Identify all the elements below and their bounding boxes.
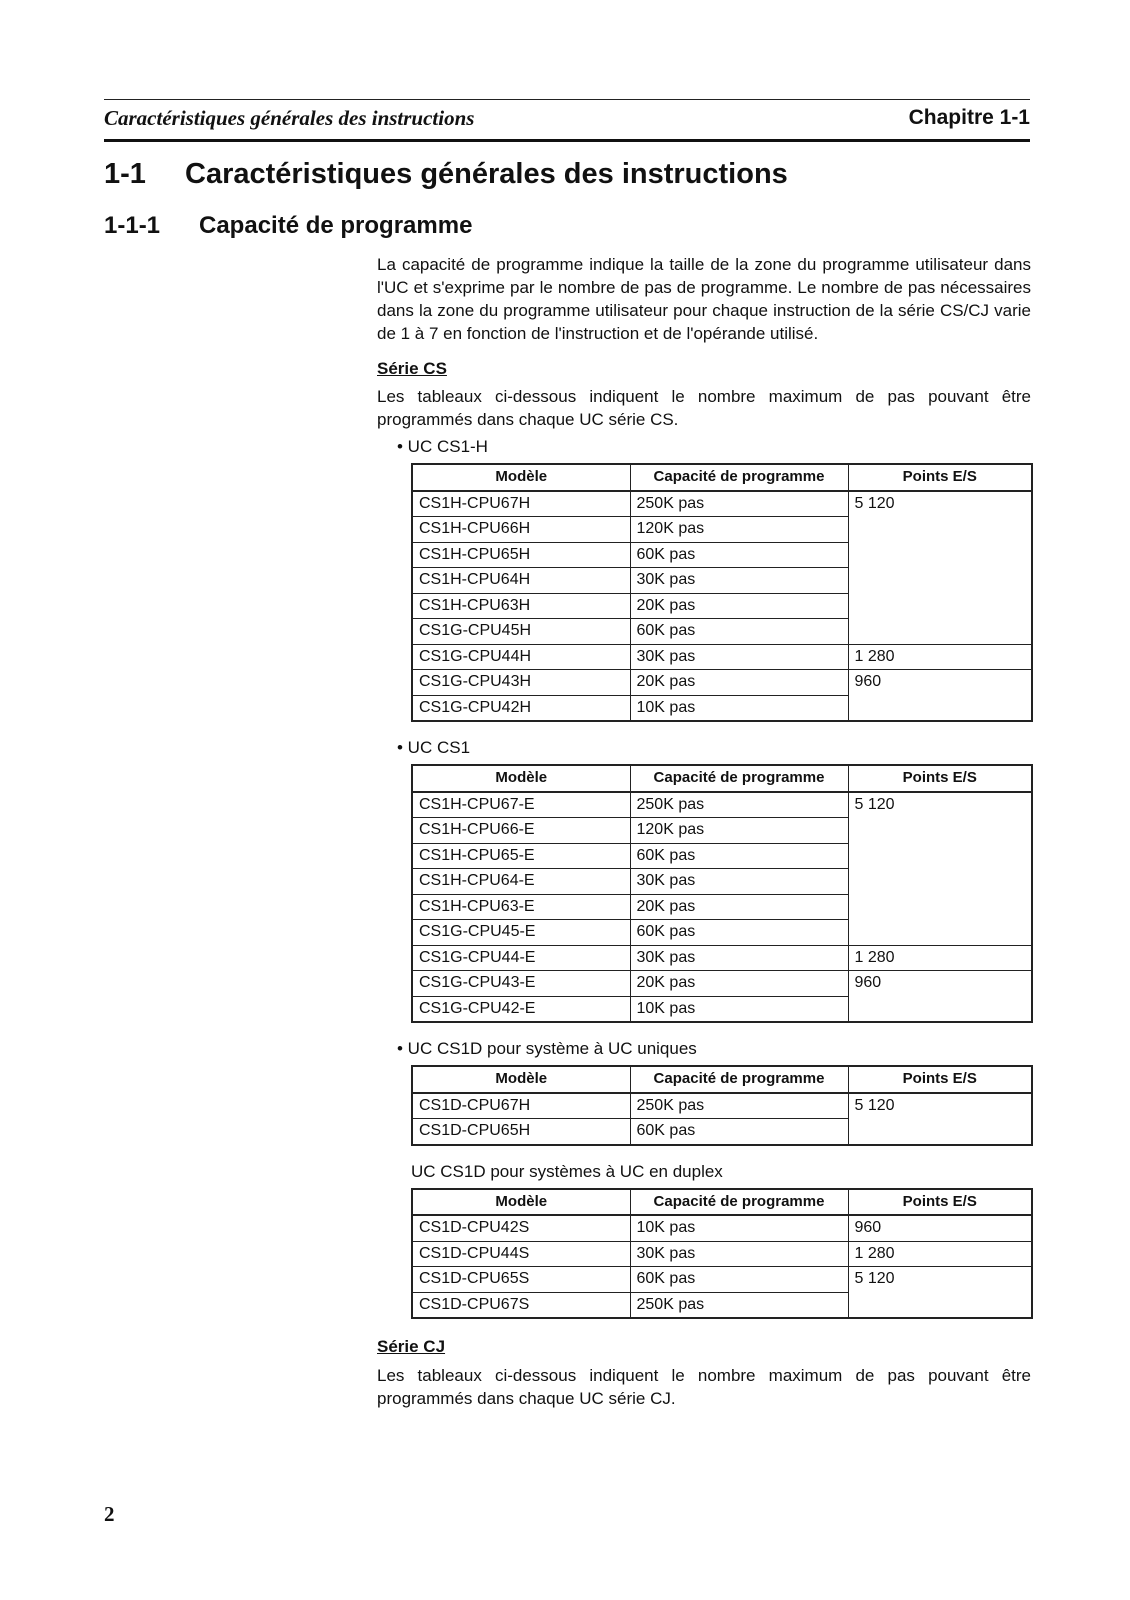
model-cell: CS1D-CPU65S — [412, 1267, 630, 1293]
table-row — [412, 644, 1032, 670]
model-cell: CS1H-CPU63-E — [412, 894, 630, 920]
io-points-cell: 1 280 — [848, 644, 1032, 670]
capacity-cell: 60K pas — [630, 542, 848, 568]
capacity-cell: 250K pas — [630, 1093, 848, 1119]
cpu-table-block — [377, 1037, 1031, 1146]
table-header-cell: Modèle — [412, 765, 630, 792]
table-header-cell: Points E/S — [848, 1189, 1032, 1216]
capacity-cell: 30K pas — [630, 568, 848, 594]
capacity-cell: 120K pas — [630, 517, 848, 543]
cpu-table-block — [377, 736, 1031, 1023]
table-row — [412, 1267, 1032, 1293]
section-heading — [104, 158, 788, 191]
capacity-cell: 60K pas — [630, 1267, 848, 1293]
table-header-cell: Capacité de programme — [630, 765, 848, 792]
capacity-cell: 30K pas — [630, 869, 848, 895]
table-header-cell: Points E/S — [848, 765, 1032, 792]
io-points-cell: 1 280 — [848, 1241, 1032, 1267]
table-row — [412, 670, 1032, 696]
capacity-cell: 60K pas — [630, 920, 848, 946]
table-header-cell: Capacité de programme — [630, 1066, 848, 1093]
io-points-cell: 960 — [848, 1215, 1032, 1241]
capacity-cell: 20K pas — [630, 894, 848, 920]
running-header — [104, 99, 1030, 142]
serie-cj-heading: Série CJ — [377, 1337, 446, 1356]
serie-cs-text: Les tableaux ci-dessous indiquent le nombre maximum de pas pouvant être programmés dans chaque UC série CS. — [377, 387, 1031, 429]
table-row — [412, 1093, 1032, 1119]
header-chapter: Chapitre 1-1 — [908, 106, 1030, 129]
table-row — [412, 1241, 1032, 1267]
table-header-cell: Capacité de programme — [630, 1189, 848, 1216]
model-cell: CS1G-CPU42-E — [412, 996, 630, 1022]
main-content — [377, 253, 1031, 1410]
table-title: • UC CS1 — [397, 738, 471, 757]
cpu-capacity-table — [411, 463, 1033, 722]
table-header-cell: Capacité de programme — [630, 464, 848, 491]
io-points-cell: 5 120 — [848, 1093, 1032, 1145]
cpu-table-block — [377, 435, 1031, 722]
model-cell: CS1H-CPU64H — [412, 568, 630, 594]
table-row — [412, 792, 1032, 818]
model-cell: CS1D-CPU42S — [412, 1215, 630, 1241]
model-cell: CS1H-CPU66-E — [412, 818, 630, 844]
capacity-cell: 30K pas — [630, 644, 848, 670]
io-points-cell: 960 — [848, 670, 1032, 722]
capacity-cell: 250K pas — [630, 792, 848, 818]
capacity-cell: 60K pas — [630, 843, 848, 869]
model-cell: CS1D-CPU67S — [412, 1292, 630, 1318]
model-cell: CS1H-CPU65-E — [412, 843, 630, 869]
capacity-cell: 20K pas — [630, 971, 848, 997]
model-cell: CS1H-CPU66H — [412, 517, 630, 543]
capacity-cell: 60K pas — [630, 619, 848, 645]
capacity-cell: 30K pas — [630, 1241, 848, 1267]
table-title: • UC CS1-H — [397, 437, 488, 456]
capacity-cell: 10K pas — [630, 695, 848, 721]
capacity-cell: 10K pas — [630, 996, 848, 1022]
io-points-cell: 960 — [848, 971, 1032, 1023]
model-cell: CS1D-CPU44S — [412, 1241, 630, 1267]
section-number: 1-1 — [104, 158, 146, 190]
capacity-cell: 60K pas — [630, 1119, 848, 1145]
model-cell: CS1G-CPU45-E — [412, 920, 630, 946]
io-points-cell: 5 120 — [848, 491, 1032, 645]
table-row — [412, 1215, 1032, 1241]
model-cell: CS1D-CPU67H — [412, 1093, 630, 1119]
intro-paragraph: La capacité de programme indique la taille de la zone du programme utilisateur dans l'UC et s'exprime par le nombre de pas de programme. Le nombre de pas nécessaires dans la zone du programme utilisateur pour chaque instruction de la série CS/CJ varie de 1 à 7 en fonction de l'instruction et de l'opérande utilisé. — [377, 255, 1031, 343]
capacity-cell: 250K pas — [630, 1292, 848, 1318]
subsection-title: Capacité de programme — [199, 212, 473, 239]
table-title: UC CS1D pour systèmes à UC en duplex — [411, 1161, 723, 1181]
table-header-cell: Modèle — [412, 1066, 630, 1093]
capacity-cell: 20K pas — [630, 670, 848, 696]
capacity-cell: 250K pas — [630, 491, 848, 517]
table-header-cell: Points E/S — [848, 1066, 1032, 1093]
model-cell: CS1G-CPU43-E — [412, 971, 630, 997]
model-cell: CS1G-CPU43H — [412, 670, 630, 696]
table-row — [412, 971, 1032, 997]
model-cell: CS1G-CPU44-E — [412, 945, 630, 971]
capacity-cell: 30K pas — [630, 945, 848, 971]
capacity-cell: 10K pas — [630, 1215, 848, 1241]
table-title: • UC CS1D pour système à UC uniques — [397, 1039, 697, 1058]
model-cell: CS1G-CPU42H — [412, 695, 630, 721]
capacity-cell: 20K pas — [630, 593, 848, 619]
table-header-cell: Points E/S — [848, 464, 1032, 491]
model-cell: CS1G-CPU45H — [412, 619, 630, 645]
model-cell: CS1H-CPU64-E — [412, 869, 630, 895]
model-cell: CS1D-CPU65H — [412, 1119, 630, 1145]
table-row — [412, 491, 1032, 517]
cpu-capacity-table — [411, 1188, 1033, 1320]
page-number: 2 — [104, 1502, 115, 1526]
table-header-cell: Modèle — [412, 1189, 630, 1216]
cpu-capacity-table — [411, 764, 1033, 1023]
model-cell: CS1H-CPU67-E — [412, 792, 630, 818]
section-title: Caractéristiques générales des instructions — [185, 158, 788, 190]
model-cell: CS1G-CPU44H — [412, 644, 630, 670]
cpu-table-block — [377, 1160, 1031, 1320]
io-points-cell: 5 120 — [848, 792, 1032, 946]
serie-cj-text: Les tableaux ci-dessous indiquent le nombre maximum de pas pouvant être programmés dans chaque UC série CJ. — [377, 1366, 1031, 1408]
io-points-cell: 1 280 — [848, 945, 1032, 971]
subsection-heading — [104, 212, 472, 240]
io-points-cell: 5 120 — [848, 1267, 1032, 1319]
serie-cs-heading: Série CS — [377, 359, 447, 378]
model-cell: CS1H-CPU65H — [412, 542, 630, 568]
capacity-cell: 120K pas — [630, 818, 848, 844]
table-row — [412, 945, 1032, 971]
table-header-cell: Modèle — [412, 464, 630, 491]
subsection-number: 1-1-1 — [104, 212, 161, 239]
header-title: Caractéristiques générales des instructions — [104, 106, 475, 130]
model-cell: CS1H-CPU67H — [412, 491, 630, 517]
cpu-capacity-table — [411, 1065, 1033, 1146]
model-cell: CS1H-CPU63H — [412, 593, 630, 619]
